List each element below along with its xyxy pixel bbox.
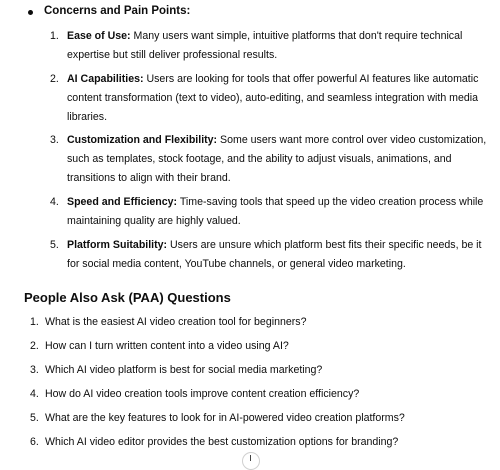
paa-question [30, 386, 359, 402]
item-text: Users are looking for tools that offer powerful AI features like automatic content transformation (text to video), auto-editing, and seamless integration with media libraries. [67, 73, 479, 123]
item-number: 1. [50, 30, 59, 42]
item-text: Time-saving tools that speed up the video creation process while maintaining quality are highly valued. [67, 196, 484, 227]
question-number: 1. [30, 316, 39, 328]
question-number: 2. [30, 340, 39, 352]
item-number: 3. [50, 134, 59, 146]
paa-question [30, 410, 405, 426]
item-number: 4. [50, 196, 59, 208]
paa-question [30, 338, 289, 354]
item-term: AI Capabilities: [67, 73, 144, 85]
question-text: What is the easiest AI video creation tool for beginners? [45, 316, 307, 328]
question-number: 6. [30, 436, 39, 448]
paa-heading: People Also Ask (PAA) Questions [24, 290, 231, 305]
item-term: Ease of Use: [67, 30, 131, 42]
list-item [52, 193, 494, 231]
list-item [52, 236, 494, 274]
question-text: What are the key features to look for in AI-powered video creation platforms? [45, 412, 405, 424]
scroll-down-button[interactable] [242, 452, 260, 470]
item-text: Many users want simple, intuitive platforms that don't require technical expertise but still deliver professional results. [67, 30, 463, 61]
paa-question [30, 434, 398, 450]
list-item [52, 70, 494, 127]
section-title: Concerns and Pain Points: [44, 5, 191, 17]
paa-question [30, 362, 322, 378]
question-text: Which AI video editor provides the best customization options for branding? [45, 436, 399, 448]
question-number: 5. [30, 412, 39, 424]
arrow-down-icon [250, 455, 251, 461]
question-text: How do AI video creation tools improve content creation efficiency? [45, 388, 360, 400]
item-text: Some users want more control over video customization, such as templates, stock footage, and the ability to adjust visuals, animations, and transitions to align with their brand. [67, 134, 487, 184]
question-number: 4. [30, 388, 39, 400]
item-text: Users are unsure which platform best fits their specific needs, be it for social media content, YouTube channels, or general video marketing. [67, 239, 482, 270]
question-text: How can I turn written content into a video using AI? [45, 340, 289, 352]
item-term: Platform Suitability: [67, 239, 168, 251]
bullet-icon [28, 10, 33, 15]
item-number: 5. [50, 239, 59, 251]
item-term: Customization and Flexibility: [67, 134, 218, 146]
paa-question [30, 314, 306, 330]
list-item [52, 131, 494, 188]
item-number: 2. [50, 73, 59, 85]
question-text: Which AI video platform is best for social media marketing? [45, 364, 323, 376]
question-number: 3. [30, 364, 39, 376]
list-item [52, 27, 494, 65]
item-term: Speed and Efficiency: [67, 196, 178, 208]
